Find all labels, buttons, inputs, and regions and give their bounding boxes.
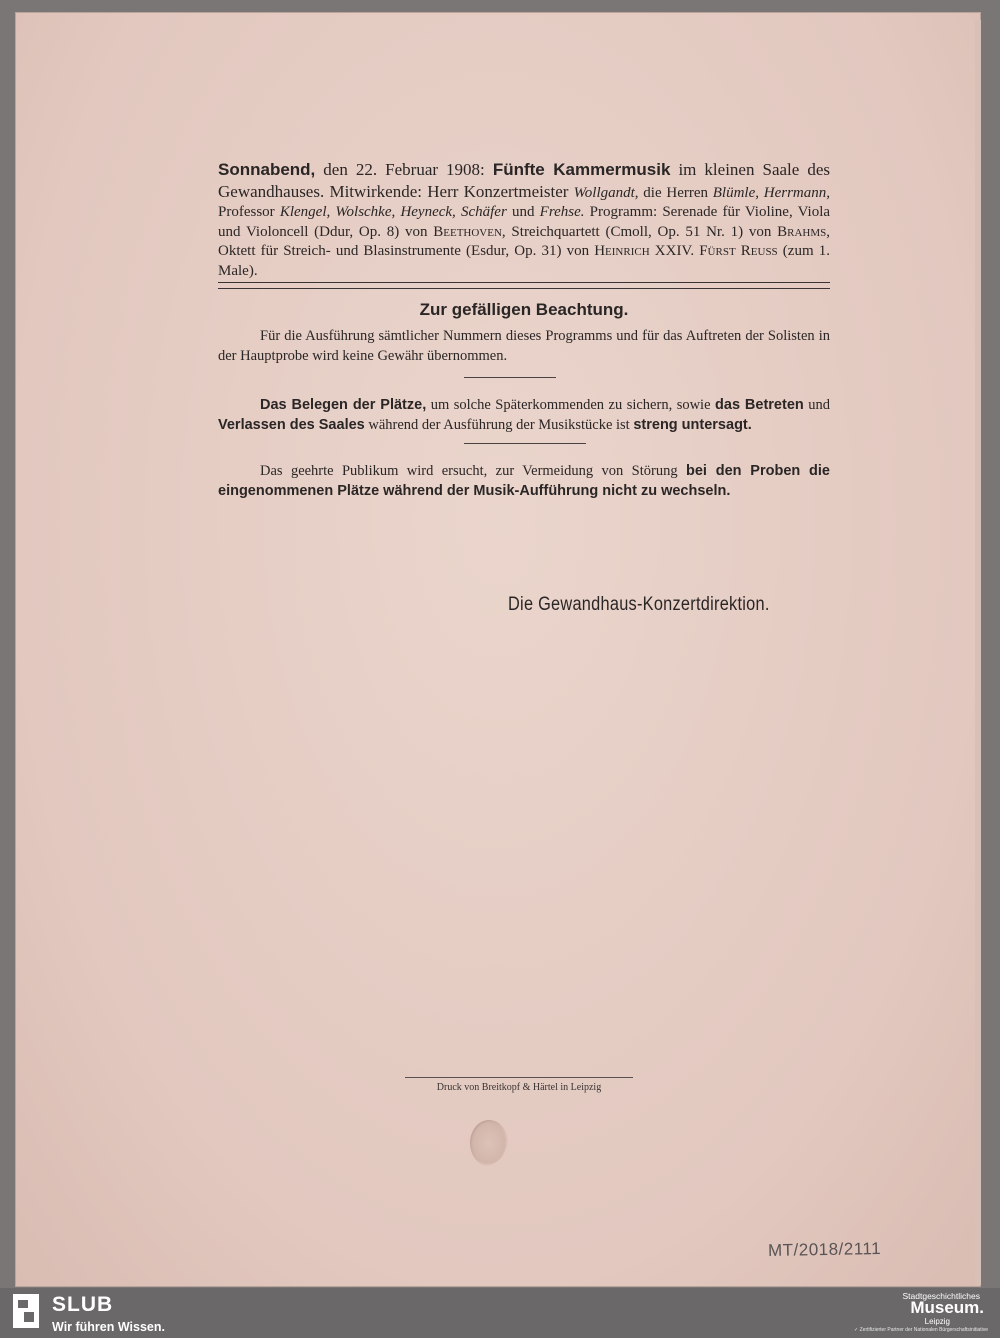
announcement-text: Programm: Serenade für Violine, Viola und Violoncell (Ddur, Op. 8) von (218, 204, 831, 240)
bold-phrase: Verlassen des Saales (218, 416, 365, 433)
announcement-event-tail: im kleinen Saale des Gewandhauses. Mitwirkende: Herr Konzertmeister (218, 160, 830, 201)
notice-paragraph-3 (218, 462, 830, 501)
composer-name: Beethoven, (433, 223, 506, 240)
announcement-text: und (506, 204, 540, 220)
bold-phrase: bei den Proben die eingenommenen Plätze während der Musik-Aufführung nicht zu wechseln. (218, 463, 830, 499)
short-divider (464, 377, 556, 378)
announcement-text: Oktett für Streich- und Blasinstrumente (Esdur, Op. 31) von (218, 243, 595, 259)
paragraph-text: Das geehrte Publikum wird ersucht, zur Vermeidung von Störung (260, 463, 686, 479)
concert-announcement (218, 160, 830, 281)
composer-name: Heinrich XXIV. Fürst Reuss (594, 243, 778, 259)
composer-name: Brahms, (777, 223, 830, 240)
notice-paragraph-2 (218, 396, 830, 435)
paragraph-text: während der Ausführung der Musikstücke ist (364, 416, 634, 433)
slub-logo-icon (12, 1292, 40, 1330)
museum-subtitle: Stadtgeschichtliches (902, 1291, 980, 1301)
short-divider (464, 443, 586, 444)
announcement-text: (zum 1. Male). (218, 243, 830, 279)
performer-name: Frehse. (539, 204, 585, 220)
notice-heading: Zur gefälligen Beachtung. (419, 300, 629, 319)
museum-name: Museum. (910, 1298, 984, 1317)
performer-name: Herrmann, (763, 184, 830, 201)
museum-certification: ✓ Zertifizierter Partner der Nationalen Bürgerschaftsinitiative (854, 1327, 988, 1333)
performer-name: Schäfer (460, 204, 507, 220)
embossed-stamp (470, 1120, 508, 1166)
page-edge (975, 20, 981, 1285)
announcement-text: Professor (218, 204, 280, 220)
bold-phrase: das Betreten (715, 397, 804, 413)
announcement-text: die Herren (638, 184, 713, 201)
double-rule-divider (218, 282, 830, 289)
paragraph-text: um solche Späterkommenden zu sichern, sowie (426, 397, 716, 413)
bold-phrase: Das Belegen der Plätze, (260, 397, 427, 413)
announcement-date: den 22. Februar 1908: (315, 160, 493, 179)
slub-tagline: Wir führen Wissen. (52, 1320, 165, 1334)
performer-name: Wollgandt, (573, 184, 639, 201)
imprint-rule (405, 1077, 633, 1078)
slub-name: SLUB (52, 1293, 114, 1316)
announcement-text: Streichquartett (Cmoll, Op. 51 Nr. 1) von (505, 223, 778, 240)
signature-line: Die Gewandhaus-Konzertdirektion. (508, 594, 770, 615)
printer-imprint: Druck von Breitkopf & Härtel in Leipzig (436, 1082, 602, 1093)
performer-name: Heyneck, (400, 204, 456, 220)
performer-name: Klengel, (279, 204, 331, 220)
inventory-mark: MT/2018/2111 (767, 1239, 882, 1260)
announcement-day: Sonnabend, (218, 160, 316, 179)
paragraph-text: und (803, 397, 830, 413)
bold-phrase: streng untersagt. (633, 416, 752, 433)
announcement-event: Fünfte Kammermusik (492, 160, 671, 179)
notice-paragraph-1: Für die Ausführung sämtlicher Nummern dieses Programms und für das Auftreten der Solisten in der Hauptprobe wird keine Gewähr übernommen. (218, 328, 830, 364)
museum-city: Leipzig (924, 1317, 950, 1326)
performer-name: Wolschke, (335, 204, 396, 220)
performer-name: Blümle, (712, 184, 759, 201)
